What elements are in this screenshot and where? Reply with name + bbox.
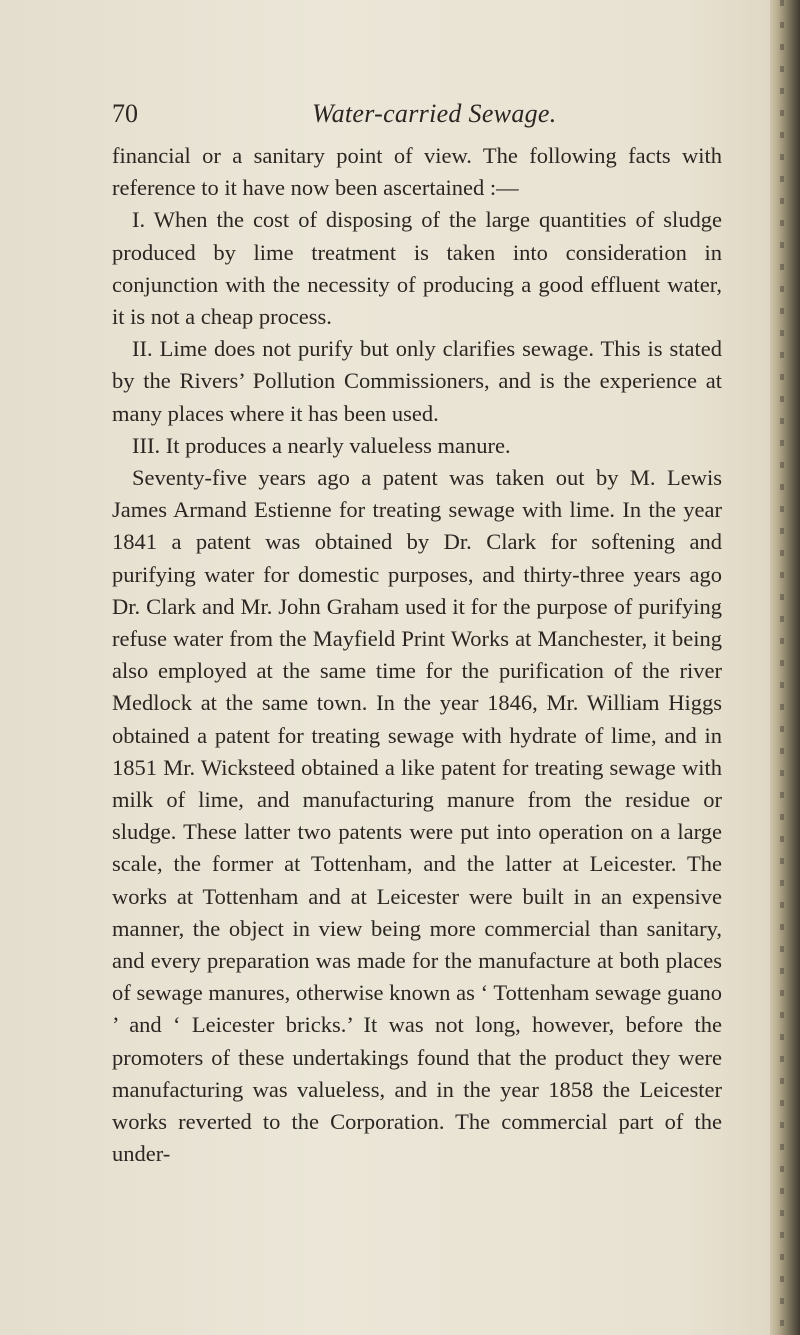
page-edge-binding	[770, 0, 800, 1335]
page-number: 70	[112, 99, 138, 128]
paragraph-continuation: financial or a sanitary point of view. The following facts with reference to it have now been ascertained :—	[112, 143, 722, 201]
paragraph-point-1: I. When the cost of disposing of the large quantities of sludge produced by lime treatment is taken into consideration in conjunction with the necessity of producing a good effluent water, it is not a cheap process.	[112, 207, 722, 330]
paragraph-point-3: III. It produces a nearly valueless manure.	[132, 432, 511, 458]
body-text	[112, 140, 722, 1171]
paragraph-history: Seventy-five years ago a patent was taken out by M. Lewis James Armand Estienne for treating sewage with lime. In the year 1841 a patent was obtained by Dr. Clark for softening and purifying water for domestic purposes, and thirty-three years ago Dr. Clark and Mr. John Graham used it for the purpose of purifying refuse water from the Mayfield Print Works at Manchester, it being also employed at the same time for the purification of the river Medlock at the same town. In the year 1846, Mr. William Higgs obtained a patent for treating sewage with hydrate of lime, and in 1851 Mr. Wicksteed obtained a like patent for treating sewage with milk of lime, and manufacturing manure from the residue or sludge. These latter two patents were put into operation on a large scale, the former at Tottenham, and the latter at Leicester. The works at Tottenham and at Leicester were built in an expensive manner, the object in view being more commercial than sanitary, and every preparation was made for the manufacture at both places of sewage manures, otherwise known as ‘ Tottenham sewage guano ’ and ‘ Leicester bricks.’ It was not long, however, before the promoters of these undertakings found that the product they were manufacturing was valueless, and in the year 1858 the Leicester works reverted to the Corporation. The commercial part of the under-	[112, 465, 722, 1167]
page-header	[112, 97, 722, 131]
running-title: Water-carried Sewage.	[312, 99, 557, 128]
paragraph-point-2: II. Lime does not purify but only clarifies sewage. This is stated by the Rivers’ Pollution Commissioners, and is the experience at many places where it has been used.	[112, 336, 722, 426]
